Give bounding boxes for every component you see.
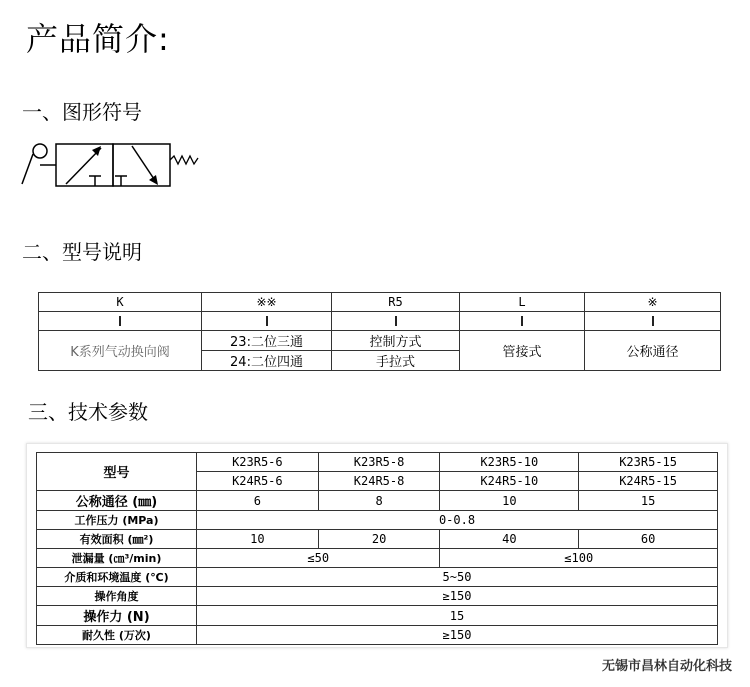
model-cell: K24R5-15 [579,472,718,491]
temp-value: 5~50 [197,568,718,587]
model-code-position: ※※ [202,293,332,312]
connector-cell [202,312,332,331]
temp-label: 介质和环境温度 (℃) [37,568,197,587]
model-cell: K24R5-10 [440,472,579,491]
model-cell: K23R5-10 [440,453,579,472]
pressure-label: 工作压力 (MPa) [37,511,197,530]
bore-label: 公称通径 (㎜) [37,491,197,511]
model-label: 型号 [37,453,197,491]
connector-bar [266,316,268,326]
connector-cell [460,312,585,331]
area-cell: 10 [197,530,319,549]
model-code-connection: L [460,293,585,312]
connector-bar [119,316,121,326]
nominal-label: 公称通径 [585,331,721,371]
tech-spec-table [36,452,718,645]
leak-value-small: ≤50 [197,549,440,568]
area-label: 有效面积 (㎜²) [37,530,197,549]
section-symbol-heading: 一、图形符号 [22,100,142,124]
model-cell: K23R5-6 [197,453,319,472]
model-code-k: K [39,293,202,312]
force-label: 操作力 (N) [37,606,197,626]
leak-label: 泄漏量 (㎝³/min) [37,549,197,568]
model-cell: K24R5-8 [318,472,440,491]
bore-cell: 15 [579,491,718,511]
control-option-label: 控制方式 [332,331,460,351]
force-value: 15 [197,606,718,626]
model-code-control: R5 [332,293,460,312]
bore-cell: 8 [318,491,440,511]
section-model-heading: 二、型号说明 [22,240,142,264]
connector-bar [521,316,523,326]
connector-cell [585,312,721,331]
leak-value-large: ≤100 [440,549,718,568]
bore-cell: 6 [197,491,319,511]
model-cell: K24R5-6 [197,472,319,491]
series-label: K系列气动换向阀 [39,331,202,371]
model-code-nominal: ※ [585,293,721,312]
pressure-value: 0-0.8 [197,511,718,530]
angle-label: 操作角度 [37,587,197,606]
life-label: 耐久性 (万次) [37,626,197,645]
section-tech-heading: 三、技术参数 [28,400,148,424]
life-value: ≥150 [197,626,718,645]
area-cell: 40 [440,530,579,549]
connector-cell [332,312,460,331]
control-option-manual: 手拉式 [332,351,460,371]
model-code-table [38,292,721,371]
connector-bar [652,316,654,326]
connection-label: 管接式 [460,331,585,371]
area-cell: 20 [318,530,440,549]
company-footer: 无锡市昌林自动化科技 [601,659,732,674]
connector-bar [395,316,397,326]
model-cell: K23R5-15 [579,453,718,472]
bore-cell: 10 [440,491,579,511]
model-cell: K23R5-8 [318,453,440,472]
valve-symbol-diagram [18,140,203,192]
tech-table-frame [26,443,728,648]
page-title: 产品简介: [26,20,170,58]
angle-value: ≥150 [197,587,718,606]
connector-cell [39,312,202,331]
position-option-24: 24:二位四通 [202,351,332,371]
area-cell: 60 [579,530,718,549]
position-option-23: 23:二位三通 [202,331,332,351]
